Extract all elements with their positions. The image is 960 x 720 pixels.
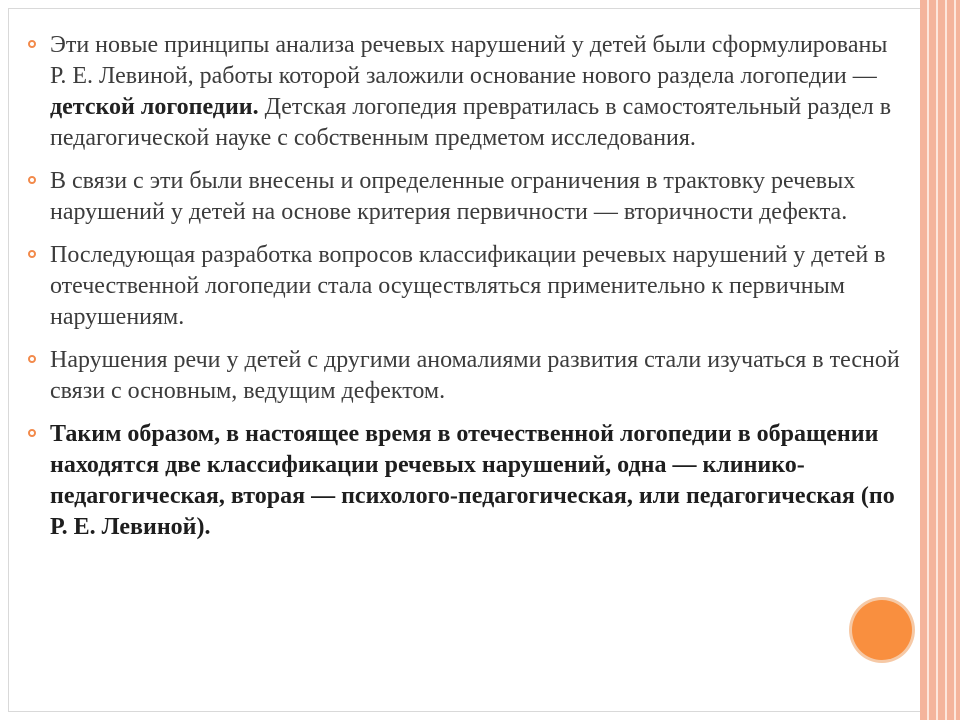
decorative-circle [852,600,912,660]
bullet-item [28,166,908,228]
bullet-circle-icon [28,355,36,363]
bullet-circle-icon [28,40,36,48]
bullet-text: Таким образом, в настоящее время в отечественной логопедии в обращении находятся две классификации речевых нарушений, одна — клинико-педагогическая, вторая — психолого-педагогическая, или педагогическая (по Р. Е. Левиной). [50,421,895,540]
bullet-text-continued: Детская логопедия превратилась в самостоятельный раздел в педагогической науке с собственным предметом исследования. [50,94,892,151]
bullet-item-conclusion [28,419,908,543]
bullet-text: Последующая разработка вопросов классификации речевых нарушений у детей в отечественной логопедии стала осуществляться применительно к первичным нарушениям. [50,242,886,330]
bullet-text: Эти новые принципы анализа речевых нарушений у детей были сформулированы Р. Е. Левиной, работы которой заложили основание нового раздела логопедии — [50,32,888,89]
bullet-bold-text: детской логопедии. [50,94,259,120]
bullet-text: Нарушения речи у детей с другими аномалиями развития стали изучаться в тесной связи с основным, ведущим дефектом. [50,347,900,404]
bullet-circle-icon [28,429,36,437]
bullet-item [28,345,908,407]
bullet-text: В связи с эти были внесены и определенные ограничения в трактовку речевых нарушений у детей на основе критерия первичности — вторичности дефекта. [50,168,856,225]
bullet-circle-icon [28,176,36,184]
bullet-circle-icon [28,250,36,258]
slide-content [28,30,908,555]
bullet-item [28,30,908,154]
decorative-stripes [920,0,960,720]
bullet-item [28,240,908,333]
